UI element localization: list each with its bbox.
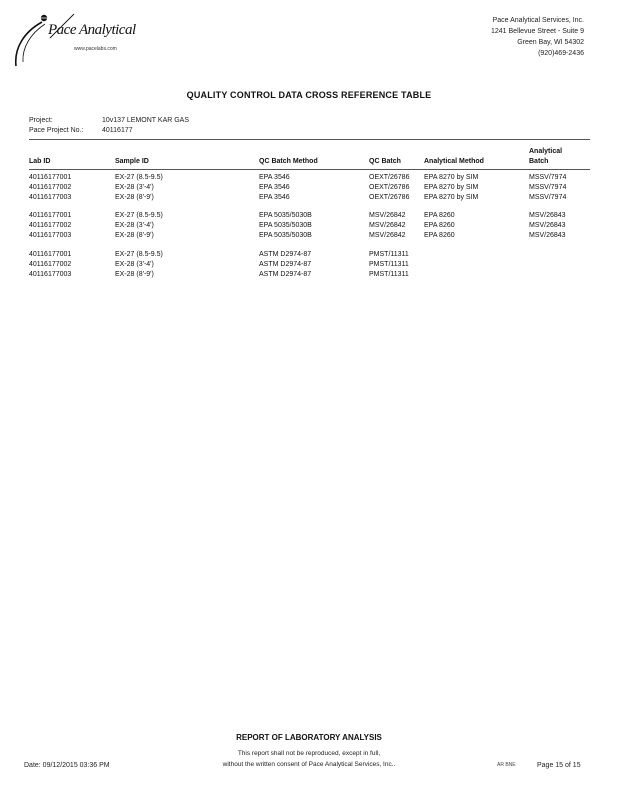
header-analytical-batch-line2: Batch (529, 158, 549, 165)
page-title: QUALITY CONTROL DATA CROSS REFERENCE TABLE (186, 90, 432, 100)
cell-lab-id: 40116177003 (29, 232, 72, 239)
logo-swoosh-icon (14, 8, 144, 70)
footer-codes: AR BNE (497, 762, 516, 768)
cell-analytical-method: EPA 8260 (424, 212, 455, 219)
cell-qc-batch: MSV/26842 (369, 222, 406, 229)
cell-qc-batch: MSV/26842 (369, 212, 406, 219)
company-street: 1241 Bellevue Street - Suite 9 (490, 28, 584, 35)
cell-sample-id: EX-28 (8'-9') (115, 232, 154, 239)
cell-lab-id: 40116177003 (29, 271, 72, 278)
cell-sample-id: EX-28 (8'-9') (115, 271, 154, 278)
cell-qc-batch-method: EPA 5035/5030B (259, 212, 312, 219)
cell-analytical-method: EPA 8270 by SIM (424, 194, 479, 201)
cell-sample-id: EX-28 (3'-4') (115, 261, 154, 268)
cell-lab-id: 40116177003 (29, 194, 72, 201)
header-analytical-method: Analytical Method (424, 158, 484, 165)
top-divider (29, 139, 590, 140)
pace-project-label: Pace Project No.: (29, 127, 84, 134)
pace-project-value: 40116177 (102, 127, 133, 134)
project-value: 10v137 LEMONT KAR GAS (102, 117, 190, 124)
report-title: REPORT OF LABORATORY ANALYSIS (236, 733, 382, 742)
cell-lab-id: 40116177001 (29, 174, 72, 181)
cell-qc-batch-method: EPA 3546 (259, 194, 290, 201)
logo-url: www.pacelabs.com (74, 46, 117, 52)
header-qc-batch-method: QC Batch Method (259, 158, 318, 165)
page-number: Page 15 of 15 (537, 762, 581, 769)
cell-analytical-batch: MSV/26843 (529, 232, 566, 239)
cell-lab-id: 40116177001 (29, 251, 72, 258)
cell-qc-batch-method: ASTM D2974-87 (259, 251, 312, 258)
reproduction-note-line2: without the written consent of Pace Analytical Services, Inc.. (222, 761, 396, 768)
cell-lab-id: 40116177001 (29, 212, 72, 219)
cell-qc-batch: OEXT/26786 (369, 194, 410, 201)
company-address (491, 15, 584, 59)
header-qc-batch: QC Batch (369, 158, 401, 165)
header-sample-id: Sample ID (115, 158, 149, 165)
cell-lab-id: 40116177002 (29, 261, 72, 268)
cell-analytical-batch: MSV/26843 (529, 212, 566, 219)
header-analytical-batch-line1: Analytical (529, 148, 563, 155)
cell-qc-batch-method: ASTM D2974-87 (259, 261, 312, 268)
cell-analytical-method: EPA 8260 (424, 232, 455, 239)
cell-lab-id: 40116177002 (29, 184, 72, 191)
company-city: Green Bay, WI 54302 (517, 39, 584, 46)
cell-analytical-batch: MSSV/7974 (529, 174, 567, 181)
cell-sample-id: EX-27 (8.5-9.5) (115, 174, 163, 181)
cell-analytical-batch: MSSV/7974 (529, 194, 567, 201)
cell-qc-batch: PMST/11311 (369, 271, 409, 278)
company-name: Pace Analytical Services, Inc. (492, 17, 584, 24)
cell-qc-batch: MSV/26842 (369, 232, 406, 239)
company-phone: (920)469-2436 (538, 50, 584, 57)
header-divider (29, 169, 590, 170)
reproduction-note-line1: This report shall not be reproduced, except in full, (237, 750, 381, 757)
cell-qc-batch: PMST/11311 (369, 251, 409, 258)
header-lab-id: Lab ID (29, 158, 51, 165)
report-date: Date: 09/12/2015 03:36 PM (24, 762, 110, 769)
cell-analytical-batch: MSV/26843 (529, 222, 566, 229)
cell-qc-batch-method: EPA 3546 (259, 174, 290, 181)
cell-analytical-method: EPA 8270 by SIM (424, 174, 479, 181)
cell-lab-id: 40116177002 (29, 222, 72, 229)
cell-qc-batch-method: EPA 5035/5030B (259, 222, 312, 229)
cell-analytical-batch: MSSV/7974 (529, 184, 567, 191)
cell-qc-batch-method: ASTM D2974-87 (259, 271, 312, 278)
cell-sample-id: EX-28 (3'-4') (115, 222, 154, 229)
logo-wordmark: Pace Analytical (48, 22, 136, 38)
cell-qc-batch: OEXT/26786 (369, 184, 410, 191)
cell-analytical-method: EPA 8260 (424, 222, 455, 229)
company-logo (14, 8, 144, 70)
cell-sample-id: EX-28 (8'-9') (115, 194, 154, 201)
cell-analytical-method: EPA 8270 by SIM (424, 184, 479, 191)
cell-qc-batch-method: EPA 5035/5030B (259, 232, 312, 239)
cell-sample-id: EX-27 (8.5-9.5) (115, 251, 163, 258)
cell-qc-batch: PMST/11311 (369, 261, 409, 268)
cell-qc-batch-method: EPA 3546 (259, 184, 290, 191)
cell-sample-id: EX-27 (8.5-9.5) (115, 212, 163, 219)
cell-sample-id: EX-28 (3'-4') (115, 184, 154, 191)
project-label: Project: (29, 117, 53, 124)
cell-qc-batch: OEXT/26786 (369, 174, 410, 181)
